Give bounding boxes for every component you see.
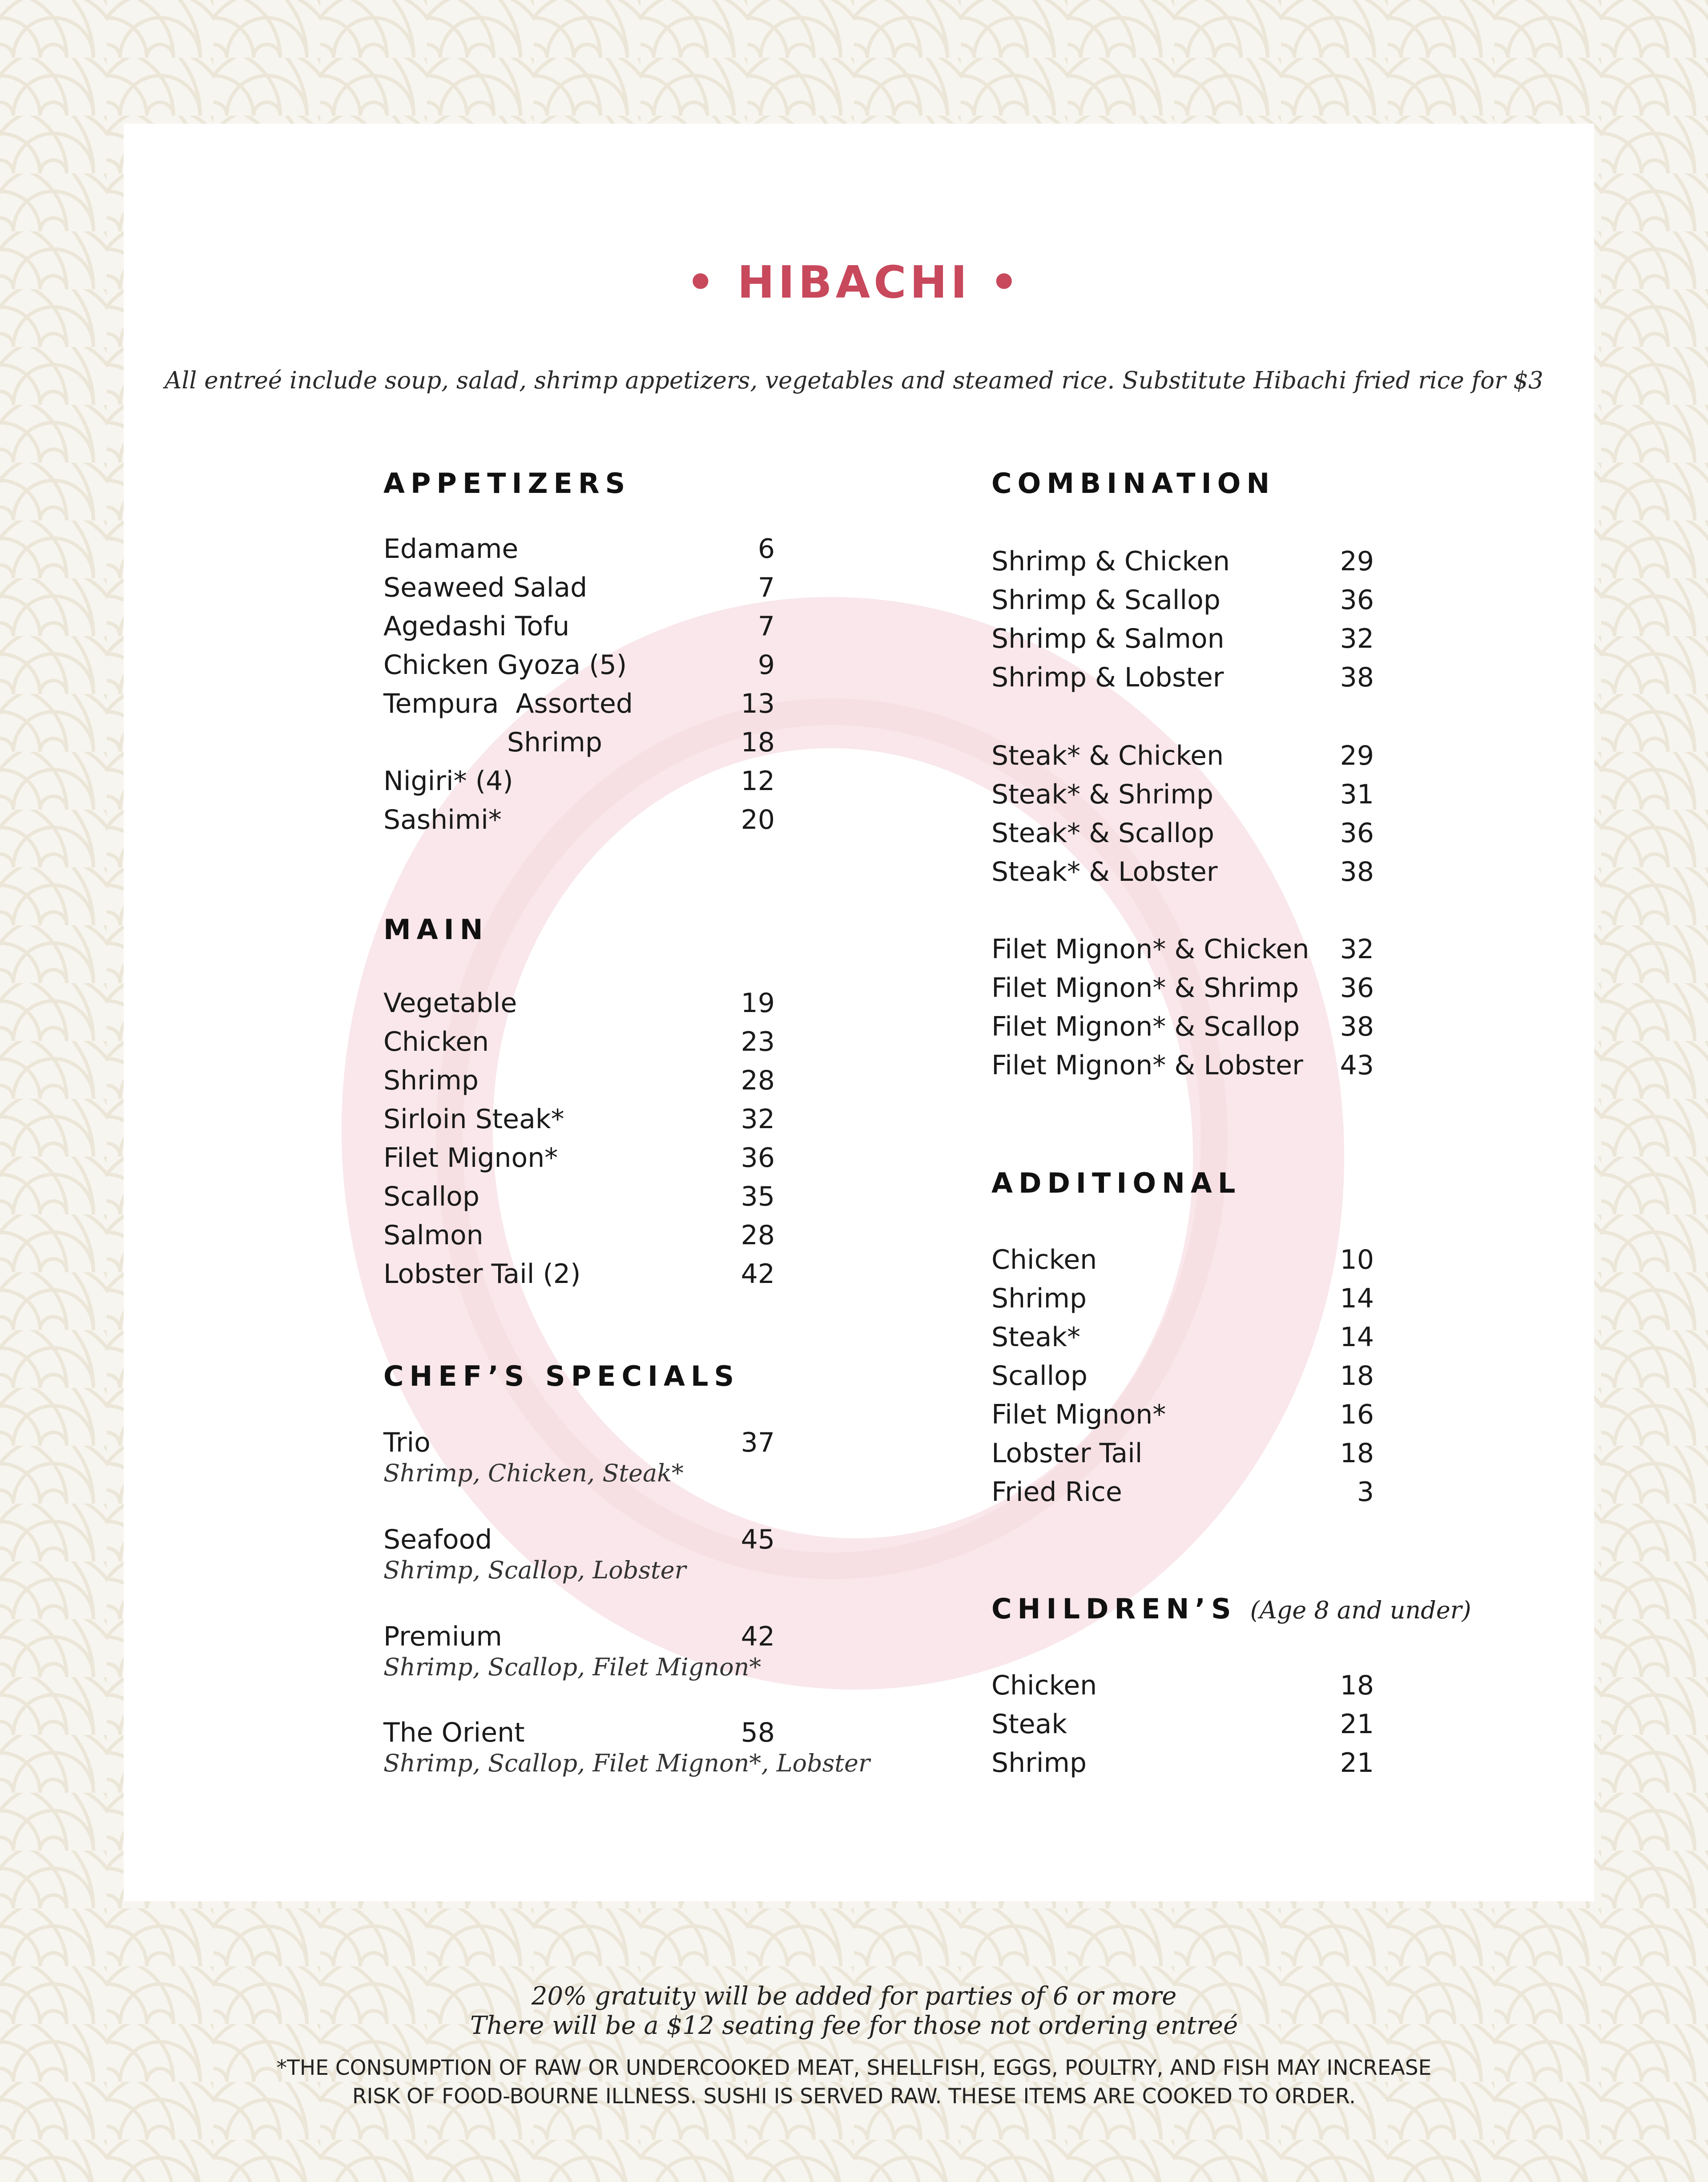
item-description: Shrimp, Chicken, Steak* — [383, 1459, 684, 1487]
childrens-age-note: (Age 8 and under) — [1250, 1596, 1471, 1624]
item-price: 43 — [1340, 1050, 1374, 1081]
item-name: Shrimp & Chicken — [991, 546, 1230, 577]
menu-item — [991, 1745, 1374, 1781]
item-price: 18 — [1340, 1438, 1374, 1469]
menu-intro: All entreé include soup, salad, shrimp appetizers, vegetables and steamed rice. Substitute Hibachi fried rice for $3 — [165, 367, 1543, 394]
item-price: 38 — [1340, 856, 1374, 887]
item-price: 10 — [1340, 1244, 1374, 1275]
item-price: 37 — [741, 1427, 775, 1458]
item-price: 3 — [1357, 1476, 1374, 1508]
item-price: 23 — [741, 1026, 775, 1057]
specials-heading: CHEF’S SPECIALS — [383, 1360, 740, 1392]
appetizers-heading: APPETIZERS — [383, 467, 631, 500]
menu-item — [383, 570, 775, 605]
item-price: 21 — [1340, 1709, 1374, 1740]
item-price: 32 — [1340, 934, 1374, 965]
item-description: Shrimp, Scallop, Filet Mignon*, Lobster — [383, 1749, 870, 1777]
item-name: Shrimp — [383, 1065, 479, 1096]
item-price: 21 — [1340, 1747, 1374, 1779]
item-name: Scallop — [383, 1181, 479, 1212]
menu-item — [383, 1179, 775, 1214]
item-name: Filet Mignon* & Lobster — [991, 1050, 1303, 1081]
menu-item — [991, 660, 1374, 695]
item-name: Lobster Tail (2) — [383, 1258, 581, 1290]
item-name: Filet Mignon* — [991, 1399, 1166, 1430]
item-name: Vegetable — [383, 988, 517, 1019]
menu-item — [991, 582, 1374, 618]
menu-item — [991, 1358, 1374, 1394]
item-name: Shrimp & Salmon — [991, 623, 1225, 654]
item-price: 18 — [1340, 1360, 1374, 1391]
item-price: 58 — [741, 1717, 775, 1748]
item-name: Lobster Tail — [991, 1438, 1143, 1469]
item-price: 38 — [1340, 662, 1374, 693]
item-name: Shrimp — [991, 1747, 1087, 1779]
item-name: Tempura Assorted — [383, 688, 633, 719]
menu-item — [991, 1706, 1374, 1742]
item-name: Filet Mignon* & Shrimp — [991, 972, 1299, 1004]
menu-item — [991, 1319, 1374, 1355]
item-price: 7 — [757, 611, 775, 642]
menu-item — [991, 1474, 1374, 1510]
item-name: Shrimp & Lobster — [991, 662, 1224, 693]
item-name: Seaweed Salad — [383, 572, 588, 603]
item-name: Shrimp & Scallop — [991, 585, 1221, 616]
item-name: The Orient — [383, 1717, 525, 1748]
item-name: Sirloin Steak* — [383, 1104, 564, 1135]
item-price: 28 — [741, 1065, 775, 1096]
menu-item — [383, 1140, 775, 1176]
menu-item — [991, 621, 1374, 657]
item-price: 36 — [1340, 585, 1374, 616]
item-price: 18 — [1340, 1670, 1374, 1701]
item-name: Filet Mignon* & Chicken — [991, 934, 1309, 965]
item-price: 42 — [741, 1258, 775, 1290]
menu-item — [383, 802, 775, 838]
item-price: 38 — [1340, 1011, 1374, 1042]
item-name: Steak* & Scallop — [991, 818, 1214, 849]
menu-item — [991, 738, 1374, 774]
menu-item — [991, 544, 1374, 579]
menu-item — [991, 1242, 1374, 1278]
item-price: 14 — [1340, 1322, 1374, 1353]
item-price: 18 — [741, 727, 775, 758]
item-name: Fried Rice — [991, 1476, 1122, 1508]
item-price: 31 — [1340, 779, 1374, 810]
menu-item — [991, 932, 1374, 967]
item-price: 45 — [741, 1524, 775, 1555]
childrens-heading — [991, 1593, 1471, 1625]
menu-item — [383, 1425, 775, 1460]
item-description: Shrimp, Scallop, Lobster — [383, 1556, 686, 1584]
item-name: Trio — [383, 1427, 431, 1458]
item-name: Shrimp — [991, 1283, 1087, 1314]
item-price: 7 — [757, 572, 775, 603]
item-name: Steak — [991, 1709, 1068, 1740]
item-name: Chicken — [991, 1670, 1097, 1701]
menu-item — [383, 1522, 775, 1557]
item-price: 29 — [1340, 546, 1374, 577]
menu-item — [991, 1281, 1374, 1316]
menu-item — [383, 1619, 775, 1654]
menu-item — [991, 1397, 1374, 1432]
menu-item — [991, 1048, 1374, 1083]
item-price: 36 — [1340, 972, 1374, 1004]
item-name: Steak* & Lobster — [991, 856, 1218, 887]
menu-item — [383, 1101, 775, 1137]
menu-item — [383, 647, 775, 683]
menu-item — [991, 777, 1374, 812]
menu-item — [383, 609, 775, 644]
item-price: 6 — [757, 533, 775, 565]
additional-heading: ADDITIONAL — [991, 1167, 1241, 1199]
item-name: Agedashi Tofu — [383, 611, 570, 642]
item-price: 12 — [741, 766, 775, 797]
menu-item — [991, 1668, 1374, 1703]
menu-item — [383, 531, 775, 567]
consumption-warning-line-1: *THE CONSUMPTION OF RAW OR UNDERCOOKED MEAT, SHELLFISH, EGGS, POULTRY, AND FISH MAY INCREASE — [276, 2056, 1432, 2080]
menu-item — [383, 985, 775, 1021]
item-price: 16 — [1340, 1399, 1374, 1430]
menu-item — [383, 1715, 775, 1750]
item-price: 36 — [1340, 818, 1374, 849]
item-name: Steak* & Chicken — [991, 740, 1224, 771]
seating-fee-note: There will be a $12 seating fee for those not ordering entreé — [470, 2011, 1238, 2040]
item-name: Sashimi* — [383, 804, 502, 835]
menu-item — [383, 686, 775, 722]
item-price: 13 — [741, 688, 775, 719]
main-heading: MAIN — [383, 913, 489, 946]
menu-item — [991, 815, 1374, 851]
item-name: Edamame — [383, 533, 519, 565]
menu-item — [383, 1024, 775, 1060]
item-price: 14 — [1340, 1283, 1374, 1314]
item-price: 32 — [741, 1104, 775, 1135]
menu-item — [383, 1256, 775, 1292]
item-price: 20 — [741, 804, 775, 835]
item-name: Salmon — [383, 1220, 483, 1251]
menu-item — [507, 725, 775, 760]
item-name: Chicken Gyoza (5) — [383, 649, 627, 681]
item-price: 42 — [741, 1621, 775, 1652]
menu-item — [991, 1009, 1374, 1045]
consumption-warning-line-2: RISK OF FOOD-BOURNE ILLNESS. SUSHI IS SERVED RAW. THESE ITEMS ARE COOKED TO ORDER. — [352, 2084, 1356, 2109]
item-name: Nigiri* (4) — [383, 766, 513, 797]
item-price: 29 — [1340, 740, 1374, 771]
menu-item — [383, 763, 775, 799]
item-name: Steak* & Shrimp — [991, 779, 1213, 810]
menu-item — [991, 970, 1374, 1006]
menu-item — [383, 1218, 775, 1253]
item-name: Premium — [383, 1621, 502, 1652]
gratuity-note: 20% gratuity will be added for parties of 6 or more — [531, 1982, 1177, 2011]
menu-item — [991, 854, 1374, 890]
item-price: 19 — [741, 988, 775, 1019]
item-name: Seafood — [383, 1524, 492, 1555]
item-name: Filet Mignon* & Scallop — [991, 1011, 1300, 1042]
item-name: Shrimp — [507, 727, 602, 758]
menu-item — [991, 1436, 1374, 1471]
item-name: Filet Mignon* — [383, 1142, 558, 1174]
menu-title: • HIBACHI • — [686, 256, 1022, 308]
item-price: 9 — [757, 649, 775, 681]
item-description: Shrimp, Scallop, Filet Mignon* — [383, 1653, 761, 1681]
childrens-heading-text: CHILDREN’S — [991, 1593, 1237, 1625]
item-name: Steak* — [991, 1322, 1081, 1353]
item-price: 28 — [741, 1220, 775, 1251]
item-price: 32 — [1340, 623, 1374, 654]
item-name: Scallop — [991, 1360, 1088, 1391]
item-name: Chicken — [991, 1244, 1097, 1275]
menu-item — [383, 1063, 775, 1098]
item-price: 35 — [741, 1181, 775, 1212]
combination-heading: COMBINATION — [991, 467, 1276, 500]
item-price: 36 — [741, 1142, 775, 1174]
item-name: Chicken — [383, 1026, 489, 1057]
